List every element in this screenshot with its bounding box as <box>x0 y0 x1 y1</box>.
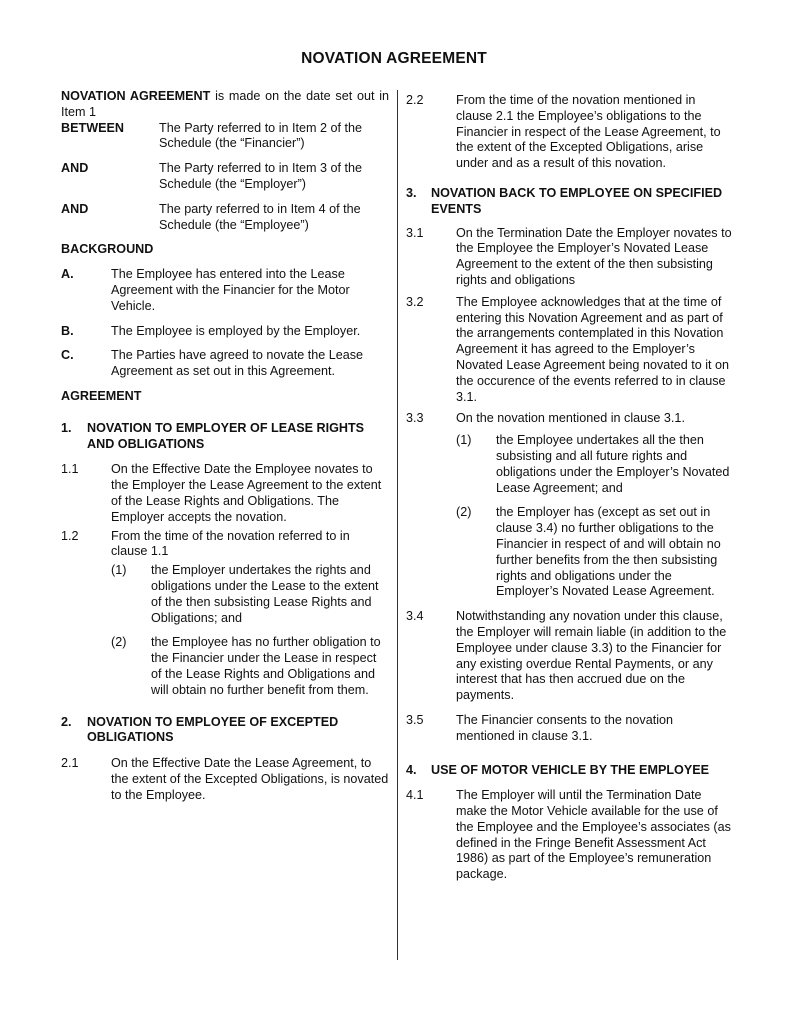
section-heading: NOVATION TO EMPLOYER OF LEASE RIGHTS AND OBLIGATIONS <box>87 420 365 451</box>
intro-title: NOVATION AGREEMENT <box>61 89 211 103</box>
section-heading: USE OF MOTOR VEHICLE BY THE EMPLOYEE <box>431 763 710 778</box>
intro-text: is made on the date set out in Item 1 <box>61 89 389 119</box>
clause-3-3-2 <box>406 505 732 600</box>
party-text: The party referred to in Item 4 of the Schedule (the “Employee”) <box>159 201 361 232</box>
background-item-text: The Employee has entered into the Lease Agreement with the Financier for the Motor Vehicle. <box>111 267 350 313</box>
section-number: 3. <box>406 185 417 200</box>
party-label: BETWEEN <box>61 120 124 135</box>
section-4-heading <box>406 763 732 779</box>
section-3-heading <box>406 186 732 218</box>
background-heading: BACKGROUND <box>61 242 154 257</box>
clause-3-3-1 <box>406 433 732 496</box>
clause-number: 2.1 <box>61 756 79 771</box>
background-item-text: The Parties have agreed to novate the Lease Agreement as set out in this Agreement. <box>111 348 364 379</box>
subclause-number: (2) <box>111 635 127 650</box>
clause-1-2-1 <box>61 563 389 626</box>
subclause-text: the Employer undertakes the rights and obligations under the Lease to the extent of the then subsisting Lease Rights and Obligations; and <box>151 563 379 625</box>
clause-2-1 <box>61 756 389 803</box>
clause-text: From the time of the novation referred to in clause 1.1 <box>111 528 350 559</box>
column-divider <box>397 90 398 960</box>
subclause-number: (1) <box>456 433 472 448</box>
section-number: 1. <box>61 420 72 435</box>
clause-number: 1.1 <box>61 462 79 477</box>
party-and-employer <box>61 161 389 193</box>
clause-3-1 <box>406 226 732 289</box>
clause-text: On the Termination Date the Employer novates to the Employee the Employer’s Novated Lease Agreement to the extent of the then subsisting rights and obligations <box>456 225 732 287</box>
clause-text: The Employer will until the Termination Date make the Motor Vehicle available for the use of the Employee and the Employee’s associates (as defined in the Fringe Benefit Assessment Act 1986) as part of the Employee’s remuneration package. <box>456 788 731 882</box>
party-text: The Party referred to in Item 3 of the Schedule (the “Employer”) <box>159 161 362 191</box>
clause-text: The Employee acknowledges that at the time of entering this Novation Agreement and as part of the arrangements contemplated in this Novation Agreement it has agreed to the Employer’s Novated Lease Agreement being novated to it on the occurence of the events referred to in clause 3.1. <box>456 294 730 404</box>
document-title: NOVATION AGREEMENT <box>301 50 487 67</box>
clause-text: The Financier consents to the novation mentioned in clause 3.1. <box>456 712 674 743</box>
background-item-a <box>61 267 389 314</box>
clause-number: 1.2 <box>61 528 79 543</box>
clause-number: 3.4 <box>406 609 424 624</box>
clause-2-2 <box>406 93 732 172</box>
subclause-text: the Employee undertakes all the then subsisting and all future rights and obligations under the Employer’s Novated Lease Agreement; and <box>496 433 730 495</box>
clause-number: 3.5 <box>406 712 424 727</box>
clause-number: 3.3 <box>406 411 424 426</box>
section-number: 4. <box>406 763 417 778</box>
section-heading: NOVATION BACK TO EMPLOYEE ON SPECIFIED EVENTS <box>431 185 723 216</box>
clause-1-2 <box>61 529 389 561</box>
party-label: AND <box>61 161 89 176</box>
clause-text: From the time of the novation mentioned in clause 2.1 the Employee’s obligations to the Financier in respect of the Lease Agreement, to the extent of the Excepted Obligations, arise under and as a result of this novation. <box>456 93 721 171</box>
clause-4-1 <box>406 788 732 883</box>
background-item-number: A. <box>61 267 74 282</box>
section-heading: NOVATION TO EMPLOYEE OF EXCEPTED OBLIGATIONS <box>87 714 339 745</box>
subclause-number: (1) <box>111 563 127 578</box>
background-item-c <box>61 348 389 380</box>
left-column <box>61 89 389 803</box>
party-between <box>61 121 389 153</box>
background-item-text: The Employee is employed by the Employer. <box>111 323 361 338</box>
clause-1-1 <box>61 462 389 525</box>
party-and-employee <box>61 202 389 234</box>
background-item-b <box>61 324 389 340</box>
party-text: The Party referred to in Item 2 of the Schedule (the “Financier”) <box>159 120 362 151</box>
subclause-text: the Employer has (except as set out in clause 3.4) no further obligations to the Financier in respect of and will obtain no further benefits from the then subsisting rights and obligations under the Employer’s Novated Lease Agreement. <box>496 505 721 599</box>
clause-1-2-2 <box>61 635 389 698</box>
section-number: 2. <box>61 714 72 729</box>
background-item-number: B. <box>61 323 74 338</box>
clause-text: On the novation mentioned in clause 3.1. <box>456 411 685 426</box>
clause-3-3 <box>406 411 732 427</box>
party-label: AND <box>61 201 89 216</box>
clause-3-2 <box>406 295 732 406</box>
clause-number: 4.1 <box>406 788 424 803</box>
right-column <box>406 93 732 883</box>
clause-text: On the Effective Date the Lease Agreement, to the extent of the Excepted Obligations, is novated to the Employee. <box>111 756 389 802</box>
section-2-heading <box>61 715 389 747</box>
subclause-text: the Employee has no further obligation to the Financier under the Lease in respect of the Lease Rights and Obligations and will obtain no further benefit from them. <box>151 635 381 697</box>
background-item-number: C. <box>61 348 74 363</box>
intro-paragraph <box>61 89 389 121</box>
clause-text: On the Effective Date the Employee novates to the Employer the Lease Agreement to the extent of the Lease Rights and Obligations. The Employer accepts the novation. <box>111 462 382 524</box>
clause-number: 3.2 <box>406 294 424 309</box>
section-1-heading <box>61 421 389 453</box>
clause-text: Notwithstanding any novation under this clause, the Employer will remain liable (in addition to the Employee under clause 3.3) to the Financier for any existing overdue Rental Payments, or any interest that has then accrued due on the payments. <box>456 609 727 703</box>
clause-number: 2.2 <box>406 93 424 107</box>
clause-3-5 <box>406 713 732 745</box>
clause-3-4 <box>406 609 732 704</box>
clause-number: 3.1 <box>406 225 424 240</box>
agreement-heading: AGREEMENT <box>61 388 142 403</box>
subclause-number: (2) <box>456 505 472 520</box>
